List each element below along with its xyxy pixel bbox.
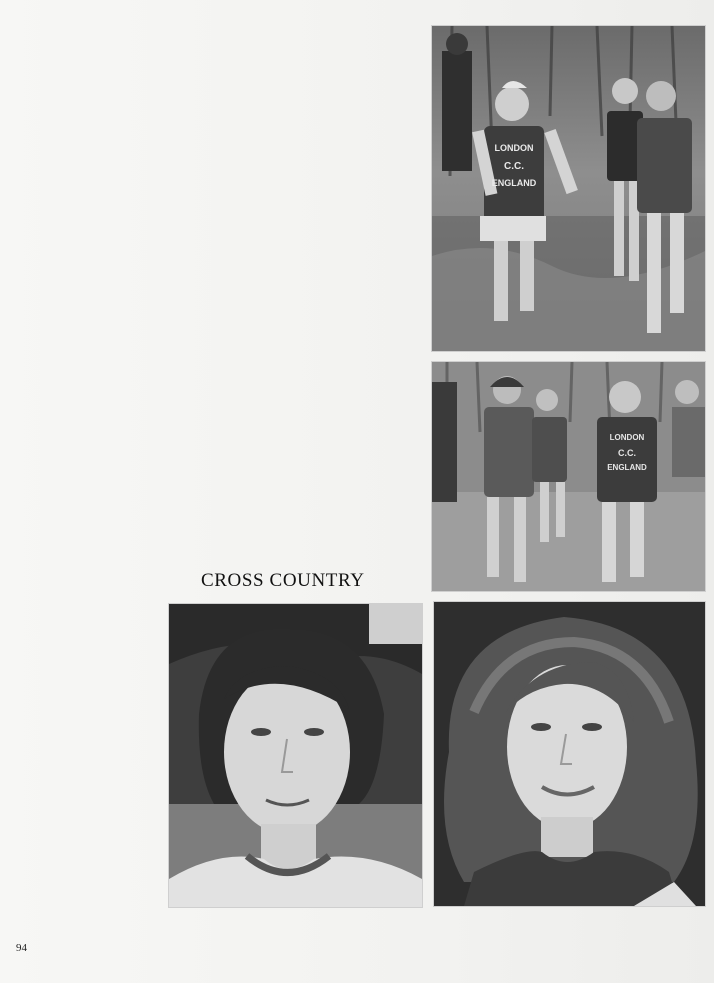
jersey-text-line-2: C.C. — [618, 448, 636, 458]
jersey-text-line-3: ENGLAND — [607, 463, 647, 472]
photo-portrait-right — [433, 601, 706, 907]
jersey-text-line-2: C.C. — [504, 161, 524, 172]
photo-runners-woods-top — [431, 25, 706, 352]
jersey-text-line-1: LONDON — [609, 433, 645, 442]
section-title: CROSS COUNTRY — [201, 570, 365, 591]
jersey-text-line-1: LONDON — [494, 143, 534, 153]
photo-portrait-left — [168, 603, 423, 908]
page-number: 94 — [16, 942, 27, 954]
photo-runners-woods-bottom — [431, 361, 706, 592]
jersey-text-line-3: ENGLAND — [491, 178, 537, 188]
